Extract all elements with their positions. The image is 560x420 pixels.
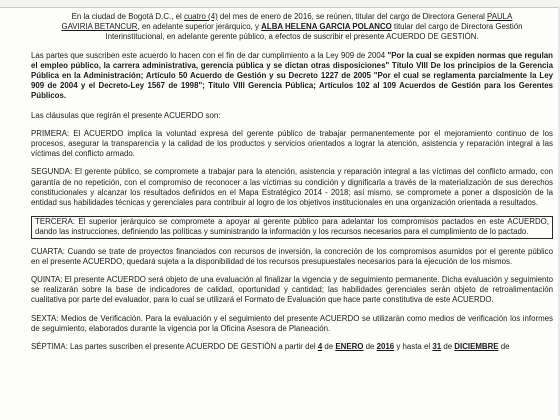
clause-label: CUARTA: xyxy=(31,246,65,256)
document-body xyxy=(31,12,553,352)
intro-text: del mes de enero de 2016, se reúnen, titular del cargo de Directora General xyxy=(217,12,488,21)
clause-primera xyxy=(31,129,553,160)
end-day: 31 xyxy=(432,342,442,352)
start-month: ENERO xyxy=(335,342,364,352)
clause-text: Cuando se trate de proyectos financiados con recursos de inversión, la concreción de los compromisos asumidos por el gerente público en el presente ACUERDO, quedará sujeta a la disponibilidad de los recursos presupuestales necesarios para la ejecución de los mismos. xyxy=(31,246,553,266)
clause-text: de xyxy=(322,342,336,352)
clause-label: PRIMERA: xyxy=(31,128,70,138)
clause-quinta xyxy=(31,275,553,306)
clause-label: SÉPTIMA: xyxy=(31,342,68,352)
start-day: 4 xyxy=(317,342,323,352)
clause-text: de xyxy=(441,342,455,352)
clause-label: SEXTA: xyxy=(31,313,59,323)
clause-text: El gerente público, se compromete a trabajar para la atención, asistencia y reparación integral a las víctimas del conflicto armado, con garantía de no repetición, con el compromiso de reconocer a las víctimas su condición y dignificarla a través de la materialización de sus derechos constitucionales y alcanzar los resultados definidos en el Mapa Estratégico 2014 - 2018; así mismo, se compromete a poner a disposición de la entidad sus habilidades técnicas y gerenciales para contribuir al logro de los objetivos institucionales en una organización orientada a resultados. xyxy=(31,167,553,208)
page-top-edge xyxy=(0,0,560,8)
intro-text: , en adelante superior jerárquico, y xyxy=(137,22,262,32)
clause-text: de xyxy=(363,342,377,352)
clause-text: Medios de Verificación. Para la evaluación y el seguimiento del presente ACUERDO se utilizarán como medios de verificación los informes de seguimiento, elaborados durante la vigencia por la Oficina Asesora de Planeación. xyxy=(31,313,553,333)
clause-sexta xyxy=(31,314,553,334)
legal-basis-lead: Las partes que suscriben este acuerdo lo hacen con el fin de dar cumplimiento a la Ley 909 de 2004 xyxy=(31,50,388,60)
intro-text: titular del cargo de Directora Gestión xyxy=(391,22,523,32)
clause-label: QUINTA: xyxy=(31,275,63,285)
intro-day: cuatro (4) xyxy=(183,12,218,21)
end-month: DICIEMBRE xyxy=(454,342,499,352)
intro-text: En la ciudad de Bogotá D.C., el xyxy=(71,12,184,21)
clause-text: El presente ACUERDO será objeto de una evaluación al finalizar la vigencia y de seguimiento permanente. Dicha evaluación y seguimiento se realizarán sobre la base de indicadores de calidad, oportunidad y cantidad; las habilidades gerenciales serán objeto de retroalimentación cualitativa por parte del evaluador, para lo cual se utilizará el Formato de Evaluación que hace parte constitutiva de este ACUERDO. xyxy=(31,275,553,305)
clause-cuarta xyxy=(31,247,553,267)
clause-tercera xyxy=(31,216,553,238)
clause-label: TERCERA: xyxy=(35,217,75,227)
signatory-2-name: ALBA HELENA GARCIA POLANCO xyxy=(261,22,392,32)
legal-basis-paragraph xyxy=(31,51,553,102)
legal-basis-citation: "Por la cual se expiden normas que regulan el empleo público, la carrera administrativa, gerencia pública y se dictan otras disposiciones" Título VIII De los principios de la Gerencia Pública en la Administración; Artículo 50 Acuerdo de Gestión y su Decreto 1227 de 2005 "Por el cual se reglamenta parcialmente la Ley 909 de 2004 y el Decreto-Ley 1567 de 1998"; Título VIII Gerencia Pública; Artículos 102 al 109 Acuerdos de Gestión para los Gerentes Públicos. xyxy=(31,50,553,101)
clause-text: El superior jerárquico se compromete a apoyar al gerente público para adelantar los compromisos pactados en este ACUERDO, dando las instrucciones, definiendo las políticas y suministrando la información y los recursos necesarios para el cumplimiento de lo pactado. xyxy=(35,217,549,237)
signatory-1-name: GAVIRIA BETANCUR xyxy=(61,22,138,32)
clause-label: SEGUNDA: xyxy=(31,167,73,177)
clause-text: Las partes suscriben el presente ACUERDO DE GESTIÓN a partir del xyxy=(67,342,318,352)
intro-line-2 xyxy=(31,22,553,32)
signatory-1-name: PAULA xyxy=(487,12,513,21)
clause-text: de xyxy=(498,342,510,352)
clause-segunda xyxy=(31,167,553,208)
intro-line-3: Interinstitucional, en adelante gerente público, a efectos de suscribir el presente ACUERDO DE GESTIÓN. xyxy=(105,32,479,42)
intro-line-1 xyxy=(31,12,553,22)
clause-text: y hasta el xyxy=(394,342,433,352)
intro-paragraph xyxy=(31,12,553,43)
clause-septima xyxy=(31,342,553,352)
clause-text: El ACUERDO implica la voluntad expresa del gerente público de trabajar permanentemente por el mejoramiento continuo de los procesos, asegurar la transparencia y la calidad de los productos y servicios orientados a lograr la atención, asistencia y reparación integral a las víctimas del conflicto armado. xyxy=(31,128,553,159)
clauses-heading: Las cláusulas que regirán el presente ACUERDO son: xyxy=(31,110,221,120)
start-year: 2016 xyxy=(376,342,395,352)
